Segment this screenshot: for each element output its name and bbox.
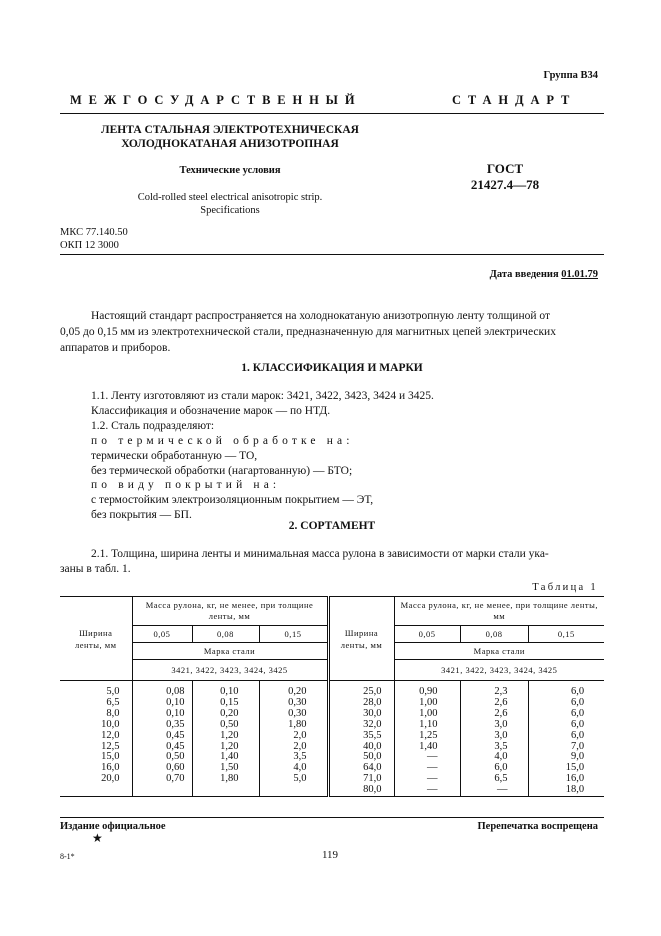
- section-1-heading: 1. КЛАССИФИКАЦИЯ И МАРКИ: [241, 362, 423, 374]
- thickness-left-1: 0,05: [132, 626, 192, 643]
- table-row: [60, 742, 604, 753]
- okp-code: ОКП 12 3000: [60, 239, 119, 251]
- mass-cell-left: 0,35: [132, 720, 192, 731]
- width-cell-right: 80,0: [328, 785, 394, 796]
- width-cell-left: [60, 785, 132, 796]
- mass-cell-left: 1,80: [259, 720, 328, 731]
- width-cell-right: 35,5: [328, 731, 394, 742]
- s1-line-3: 1.2. Сталь подразделяют:: [91, 419, 215, 432]
- intro-line-2: 0,05 до 0,15 мм из электротехнической стали, предназначенную для магнитных цепей электрических: [60, 326, 556, 338]
- reprint-notice: Перепечатка воспрещена: [477, 821, 598, 832]
- thickness-left-3: 0,15: [259, 626, 328, 643]
- gost-number: [455, 161, 555, 193]
- mass-cell-right: 9,0: [528, 752, 604, 763]
- width-cell-left: 15,0: [101, 751, 120, 763]
- table-row: [60, 752, 604, 763]
- width-cell-right: 71,0: [328, 774, 394, 785]
- table-row: [60, 774, 604, 785]
- gost-code: 21427.4—78: [470, 177, 540, 192]
- width-cell-left: 5,0: [106, 686, 120, 697]
- mass-cell-right: 15,0: [528, 763, 604, 774]
- mass-cell-left: 0,10: [132, 698, 192, 709]
- print-code: 8-1*: [60, 852, 75, 861]
- s2-line-1: 2.1. Толщина, ширина ленты и минимальная масса рулона в зависимости от марки стали ука-: [91, 548, 549, 560]
- thickness-left-2: 0,08: [192, 626, 259, 643]
- mass-cell-right: 6,0: [528, 720, 604, 731]
- grade-header-right: Марка стали: [394, 643, 604, 660]
- mass-cell-left: 0,15: [192, 698, 259, 709]
- mass-cell-left: [259, 785, 328, 796]
- section-2-body: [60, 547, 604, 577]
- table-row: [60, 720, 604, 731]
- mass-cell-right: —: [394, 752, 460, 763]
- mass-cell-right: —: [394, 763, 460, 774]
- mass-header-right: Масса рулона, кг, не менее, при толщине ленты, мм: [394, 597, 604, 626]
- s1-line-2: Классификация и обозначение марок — по НТД.: [91, 404, 331, 417]
- s1-line-7: по виду покрытий на:: [91, 479, 281, 492]
- table-row: [60, 709, 604, 720]
- group-code: Группа В34: [543, 70, 598, 81]
- mass-cell-left: 5,0: [259, 774, 328, 785]
- mass-cell-left: 0,08: [132, 681, 192, 698]
- mass-cell-right: 7,0: [528, 742, 604, 753]
- official-edition: Издание официальное: [60, 821, 166, 832]
- mass-cell-right: 1,00: [394, 709, 460, 720]
- mass-cell-left: 2,0: [259, 742, 328, 753]
- mass-cell-left: 0,30: [259, 698, 328, 709]
- mass-cell-right: 16,0: [528, 774, 604, 785]
- mass-cell-left: 0,60: [132, 763, 192, 774]
- width-cell-left: 12,5: [101, 740, 120, 752]
- mass-header-left: Масса рулона, кг, не менее, при толщине ленты, мм: [132, 597, 328, 626]
- english-title-line-1: Cold-rolled steel electrical anisotropic strip.: [137, 192, 323, 203]
- mass-cell-right: 2,3: [460, 681, 528, 698]
- mass-cell-left: 1,80: [192, 774, 259, 785]
- mass-cell-right: 0,90: [394, 681, 460, 698]
- mass-cell-right: 4,0: [460, 752, 528, 763]
- section-2-heading: 2. СОРТАМЕНТ: [288, 520, 376, 532]
- mass-cell-right: 18,0: [528, 785, 604, 796]
- table-row: [60, 731, 604, 742]
- mass-cell-right: 6,0: [460, 763, 528, 774]
- mass-cell-left: 1,50: [192, 763, 259, 774]
- grades-left: 3421, 3422, 3423, 3424, 3425: [132, 660, 328, 681]
- mass-cell-left: 0,20: [192, 709, 259, 720]
- intro-paragraph: [60, 308, 604, 356]
- page-number: 119: [321, 849, 339, 861]
- mass-cell-right: 6,0: [528, 731, 604, 742]
- subtitle: Технические условия: [179, 165, 281, 176]
- english-title-line-2: Specifications: [200, 205, 260, 216]
- thickness-right-2: 0,08: [460, 626, 528, 643]
- mass-cell-right: 6,0: [528, 709, 604, 720]
- mass-cell-left: 0,10: [192, 681, 259, 698]
- title-line-2: ХОЛОДНОКАТАНАЯ АНИЗОТРОПНАЯ: [121, 138, 339, 150]
- width-cell-right: 28,0: [328, 698, 394, 709]
- mass-cell-left: 3,5: [259, 752, 328, 763]
- document-title: [60, 123, 400, 151]
- mass-cell-right: 6,0: [528, 698, 604, 709]
- english-title: [60, 191, 400, 217]
- star-icon: ★: [92, 831, 103, 845]
- title-line-1: ЛЕНТА СТАЛЬНАЯ ЭЛЕКТРОТЕХНИЧЕСКАЯ: [101, 124, 359, 136]
- mass-cell-right: 3,0: [460, 720, 528, 731]
- mass-cell-right: 1,00: [394, 698, 460, 709]
- mass-cell-left: 0,70: [132, 774, 192, 785]
- footer-rule: [60, 817, 604, 818]
- mass-cell-left: 0,45: [132, 731, 192, 742]
- width-header-left: Ширина ленты, мм: [60, 597, 132, 681]
- intro-line-1: Настоящий стандарт распространяется на холоднокатаную анизотропную ленту толщиной от: [91, 310, 551, 322]
- width-cell-right: 32,0: [328, 720, 394, 731]
- s1-line-6: без термической обработки (нагартованную) — БТО;: [91, 464, 353, 477]
- thickness-right-1: 0,05: [394, 626, 460, 643]
- mass-cell-right: 3,5: [460, 742, 528, 753]
- s1-line-4: по термической обработке на:: [91, 434, 354, 447]
- grades-right: 3421, 3422, 3423, 3424, 3425: [394, 660, 604, 681]
- mass-cell-left: [132, 785, 192, 796]
- mass-cell-left: 0,45: [132, 742, 192, 753]
- mass-cell-left: 1,20: [192, 742, 259, 753]
- mass-cell-left: 1,40: [192, 752, 259, 763]
- mks-code: МКС 77.140.50: [60, 227, 128, 238]
- introduction-date-value: 01.01.79: [561, 269, 598, 280]
- introduction-date-label: Дата введения: [489, 269, 559, 280]
- table-row: [60, 763, 604, 774]
- mass-cell-right: 6,0: [528, 681, 604, 698]
- s1-line-5: термически обработанную — ТО,: [91, 449, 258, 462]
- mass-cell-left: 0,50: [192, 720, 259, 731]
- width-cell-left: 16,0: [101, 762, 120, 774]
- s1-line-9: без покрытия — БП.: [91, 509, 192, 522]
- mass-cell-left: 0,50: [132, 752, 192, 763]
- mass-cell-right: 2,6: [460, 698, 528, 709]
- table-caption: Таблица 1: [532, 582, 598, 593]
- mass-cell-right: 1,25: [394, 731, 460, 742]
- mass-table: [60, 596, 604, 797]
- table-row: [60, 681, 604, 698]
- table-row: [60, 785, 604, 796]
- banner-right: СТАНДАРТ: [452, 93, 577, 107]
- gost-label: ГОСТ: [486, 161, 524, 176]
- mass-cell-right: —: [394, 785, 460, 796]
- width-cell-right: 50,0: [328, 752, 394, 763]
- width-cell-right: 25,0: [328, 681, 394, 698]
- s1-line-1: 1.1. Ленту изготовляют из стали марок: 3421, 3422, 3423, 3424 и 3425.: [91, 390, 434, 402]
- grade-header-left: Марка стали: [132, 643, 328, 660]
- codes-rule: [60, 254, 604, 255]
- banner-left: МЕЖГОСУДАРСТВЕННЫЙ: [70, 93, 362, 107]
- mass-cell-left: 0,30: [259, 709, 328, 720]
- thickness-right-3: 0,15: [528, 626, 604, 643]
- width-cell-left: 6,5: [106, 696, 120, 708]
- mass-cell-right: 1,40: [394, 742, 460, 753]
- mass-cell-right: —: [394, 774, 460, 785]
- mass-cell-left: 2,0: [259, 731, 328, 742]
- width-cell-left: 20,0: [101, 773, 120, 785]
- header-rule: [60, 113, 604, 114]
- mass-cell-right: 1,10: [394, 720, 460, 731]
- width-header-right: Ширина ленты, мм: [328, 597, 394, 681]
- s2-line-2: заны в табл. 1.: [60, 563, 131, 575]
- width-cell-right: 30,0: [328, 709, 394, 720]
- width-cell-left: 8,0: [106, 707, 120, 719]
- mass-cell-left: [192, 785, 259, 796]
- section-1-body: [91, 389, 611, 523]
- width-cell-right: 64,0: [328, 763, 394, 774]
- width-cell-left: 12,0: [101, 729, 120, 741]
- mass-cell-right: —: [460, 785, 528, 796]
- width-cell-right: 40,0: [328, 742, 394, 753]
- mass-cell-left: 0,10: [132, 709, 192, 720]
- mass-cell-left: 1,20: [192, 731, 259, 742]
- mass-cell-left: 0,20: [259, 681, 328, 698]
- mass-cell-right: 3,0: [460, 731, 528, 742]
- s1-line-8: с термостойким электроизоляционным покрытием — ЭТ,: [91, 494, 374, 507]
- intro-line-3: аппаратов и приборов.: [60, 342, 171, 354]
- classification-codes: [60, 227, 128, 252]
- table-row: [60, 698, 604, 709]
- mass-cell-right: 6,5: [460, 774, 528, 785]
- introduction-date: [400, 269, 598, 280]
- width-cell-left: 10,0: [101, 718, 120, 730]
- mass-cell-left: 4,0: [259, 763, 328, 774]
- mass-cell-right: 2,6: [460, 709, 528, 720]
